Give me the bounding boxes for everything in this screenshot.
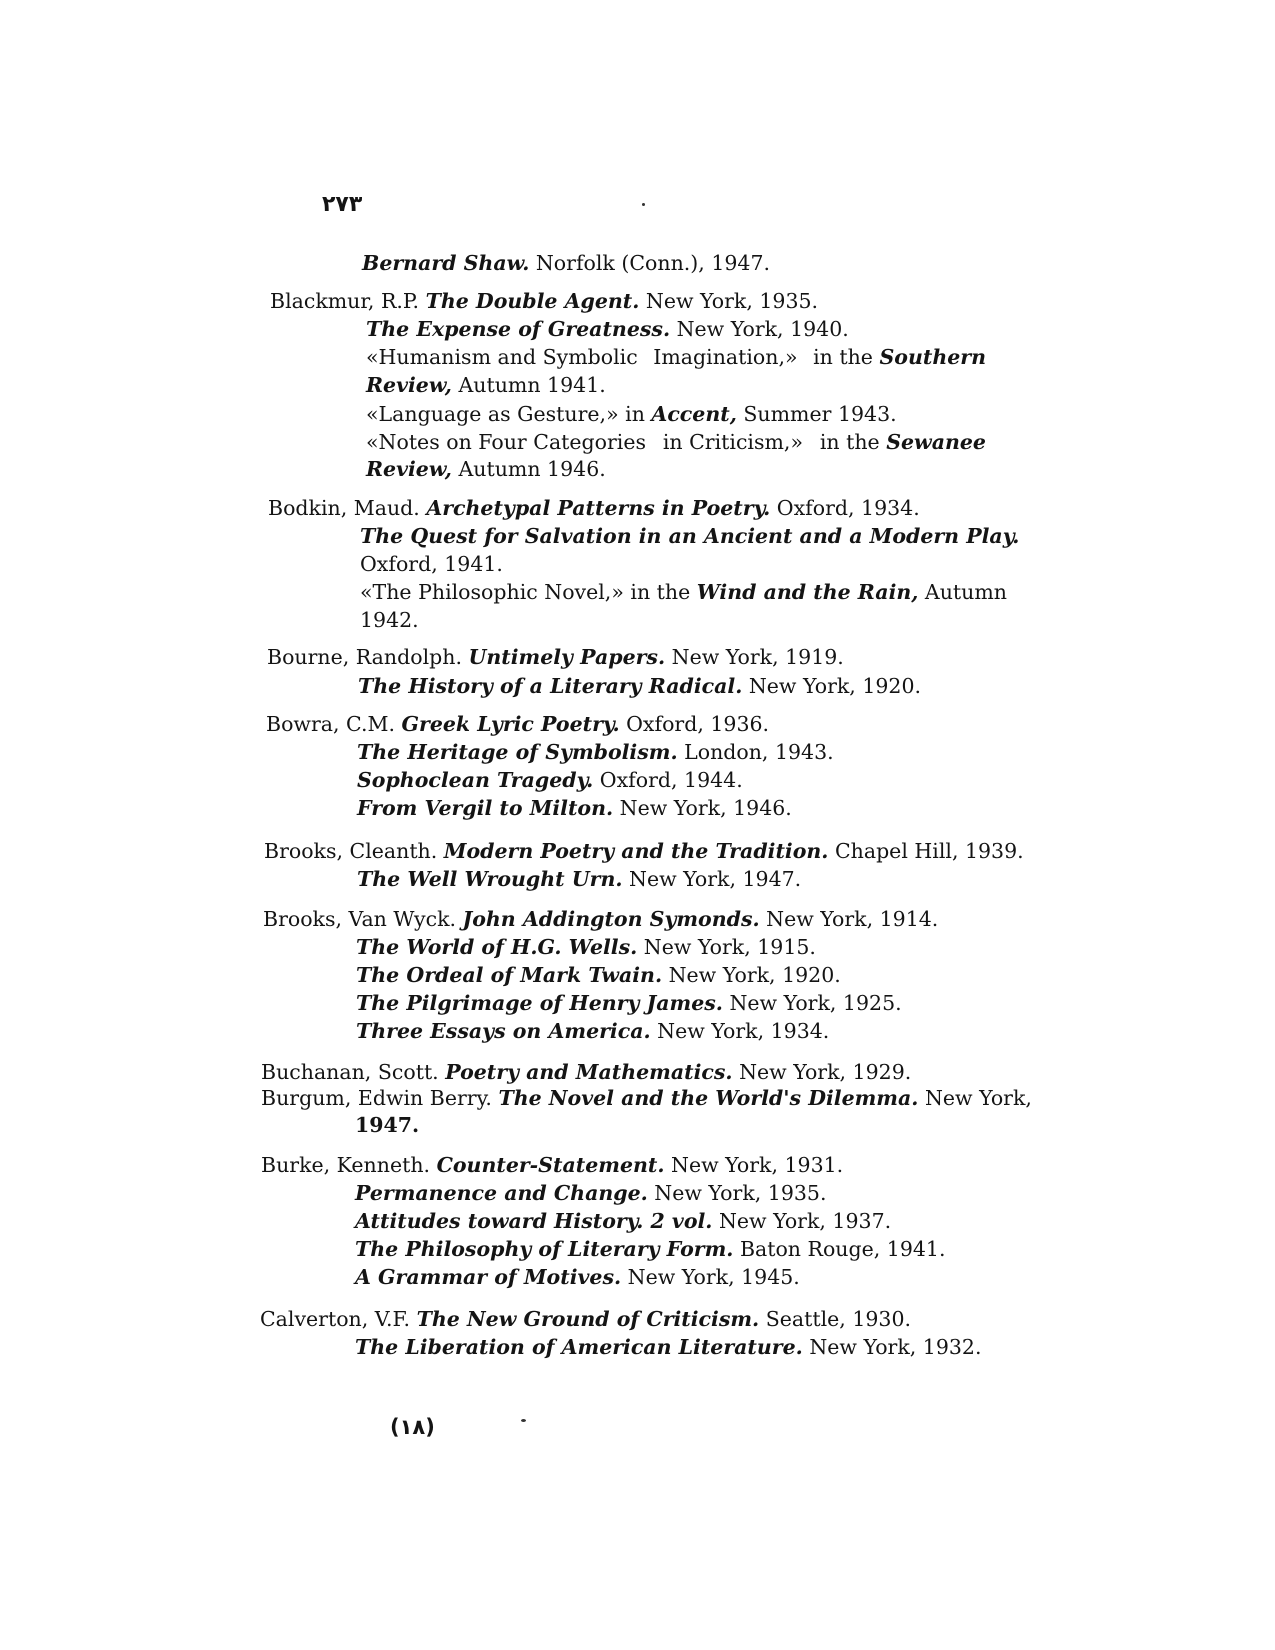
author-name: Buchanan, Scott. [261, 1060, 446, 1084]
work-title: Poetry and Mathematics. [445, 1060, 733, 1084]
author-name: Bowra, C.M. [266, 712, 402, 736]
work-title: The Heritage of Symbolism. [357, 740, 678, 764]
work-title: The Liberation of American Literature. [355, 1335, 803, 1359]
work-title: The Pilgrimage of Henry James. [356, 991, 723, 1015]
entry-line [356, 934, 816, 960]
publication-info: Oxford, 1934. [770, 496, 920, 520]
entry-line [360, 579, 1007, 605]
author-name: Brooks, Van Wyck. [263, 907, 463, 931]
work-title: The History of a Literary Radical. [358, 674, 743, 698]
connector-text: in the [813, 345, 873, 369]
publication-info: New York, 1915. [637, 935, 816, 959]
page-number: ٢٧٣ [322, 192, 363, 217]
author-name: Burgum, Edwin Berry. [261, 1086, 499, 1110]
entry-line [355, 1180, 826, 1206]
publication-info: Baton Rouge, 1941. [733, 1237, 946, 1261]
entry-line [360, 551, 503, 577]
entry-line [356, 990, 902, 1016]
work-title: A Grammar of Motives. [355, 1265, 622, 1289]
publication-info: New York, 1947. [622, 867, 802, 891]
entry-line [357, 739, 834, 765]
entry-line [357, 767, 743, 793]
journal-title: Review, [366, 457, 452, 481]
entry-line [355, 1334, 981, 1360]
publication-info: New York, 1914. [759, 907, 939, 931]
work-title: Three Essays on America. [356, 1019, 651, 1043]
work-title: Greek Lyric Poetry. [401, 712, 620, 736]
article-title: in Criticism,» [662, 430, 803, 454]
entry-line [366, 401, 897, 427]
publication-info: New York, 1940. [670, 317, 849, 341]
entry-line [263, 906, 938, 932]
entry-line [264, 838, 1024, 864]
publication-info: London, 1943. [677, 740, 834, 764]
work-title: Attitudes toward History. 2 vol. [355, 1209, 713, 1233]
journal-title: Sewanee [886, 430, 986, 454]
author-name: Burke, Kenneth. [261, 1153, 437, 1177]
connector-text: in the [819, 430, 880, 454]
publication-info: Autumn 1941. [451, 373, 606, 397]
publication-info: New York, 1937. [712, 1209, 892, 1233]
entry-line [362, 250, 770, 276]
publication-info: Summer 1943. [736, 402, 897, 426]
work-title: Archetypal Patterns in Poetry. [426, 496, 771, 520]
publication-info: 1947. [355, 1113, 420, 1137]
work-title: John Addington Symonds. [462, 907, 760, 931]
work-title: The Well Wrought Urn. [357, 867, 623, 891]
entry-line [366, 456, 606, 482]
article-title: «Notes on Four Categories [366, 430, 647, 454]
publication-info: New York, 1934. [650, 1019, 830, 1043]
publication-info: New York, 1920. [662, 963, 841, 987]
scan-speck [642, 203, 645, 206]
signature-mark: (١٨) [390, 1415, 435, 1439]
work-title: The Double Agent. [425, 289, 640, 313]
work-title: Permanence and Change. [355, 1181, 648, 1205]
entry-line [268, 495, 920, 521]
entry-line [266, 711, 769, 737]
entry-line [360, 523, 1019, 549]
publication-info: New York, 1935. [647, 1181, 827, 1205]
work-title: The Expense of Greatness. [366, 317, 671, 341]
author-name: Calverton, V.F. [260, 1307, 417, 1331]
entry-line [261, 1152, 843, 1178]
article-title: «The Philosophic Novel,» in the [360, 580, 697, 604]
entry-line [355, 1112, 419, 1138]
entry-line [357, 866, 801, 892]
article-title: «Language as Gesture,» in [366, 402, 652, 426]
journal-title: Wind and the Rain, [696, 580, 919, 604]
entry-line [355, 1208, 891, 1234]
publication-info: New York, 1935. [639, 289, 819, 313]
publication-info: Chapel Hill, 1939. [828, 839, 1024, 863]
publication-info: New York, [918, 1086, 1032, 1110]
work-title: The Quest for Salvation in an Ancient and a Modern Play. [360, 524, 1020, 548]
entry-line [356, 1018, 829, 1044]
entry-line [366, 429, 986, 455]
work-title: The Novel and the World's Dilemma. [498, 1086, 919, 1110]
work-title: Bernard Shaw. [362, 251, 530, 275]
entry-line [366, 344, 986, 370]
work-title: Sophoclean Tragedy. [357, 768, 594, 792]
author-name: Bodkin, Maud. [268, 496, 427, 520]
work-title: From Vergil to Milton. [357, 796, 614, 820]
publication-info: New York, 1925. [722, 991, 902, 1015]
entry-line [355, 1264, 800, 1290]
work-title: Modern Poetry and the Tradition. [443, 839, 829, 863]
publication-info: Oxford, 1944. [593, 768, 743, 792]
scan-speck [521, 1419, 526, 1422]
work-title: Untimely Papers. [468, 645, 666, 669]
publication-info: Autumn [918, 580, 1008, 604]
work-title: The Ordeal of Mark Twain. [356, 963, 663, 987]
publication-info: 1942. [360, 608, 419, 632]
publication-info: New York, 1919. [665, 645, 844, 669]
entry-line [360, 607, 419, 633]
author-name: Bourne, Randolph. [267, 645, 469, 669]
journal-title: Accent, [651, 402, 737, 426]
publication-info: New York, 1945. [621, 1265, 800, 1289]
article-title: «Humanism and Symbolic [366, 345, 638, 369]
publication-info: Oxford, 1941. [360, 552, 503, 576]
article-title: Imagination,» [653, 345, 798, 369]
work-title: The New Ground of Criticism. [416, 1307, 760, 1331]
publication-info: Oxford, 1936. [619, 712, 770, 736]
entry-line [366, 316, 849, 342]
publication-info: New York, 1932. [802, 1335, 982, 1359]
author-name: Blackmur, R.P. [270, 289, 426, 313]
entry-line [366, 372, 606, 398]
entry-line [261, 1059, 911, 1085]
entry-line [267, 644, 844, 670]
entry-line [260, 1306, 911, 1332]
journal-title: Review, [366, 373, 452, 397]
entry-line [355, 1236, 945, 1262]
publication-info: Autumn 1946. [451, 457, 606, 481]
publication-info: Norfolk (Conn.), 1947. [529, 251, 771, 275]
author-name: Brooks, Cleanth. [264, 839, 444, 863]
work-title: Counter-Statement. [436, 1153, 665, 1177]
journal-title: Southern [879, 345, 986, 369]
entry-line [261, 1085, 1032, 1111]
publication-info: Seattle, 1930. [759, 1307, 912, 1331]
entry-line [358, 673, 921, 699]
publication-info: New York, 1931. [664, 1153, 844, 1177]
work-title: The World of H.G. Wells. [356, 935, 638, 959]
publication-info: New York, 1929. [732, 1060, 912, 1084]
entry-line [356, 962, 841, 988]
publication-info: New York, 1920. [742, 674, 922, 698]
entry-line [270, 288, 818, 314]
work-title: The Philosophy of Literary Form. [355, 1237, 734, 1261]
entry-line [357, 795, 792, 821]
publication-info: New York, 1946. [613, 796, 792, 820]
